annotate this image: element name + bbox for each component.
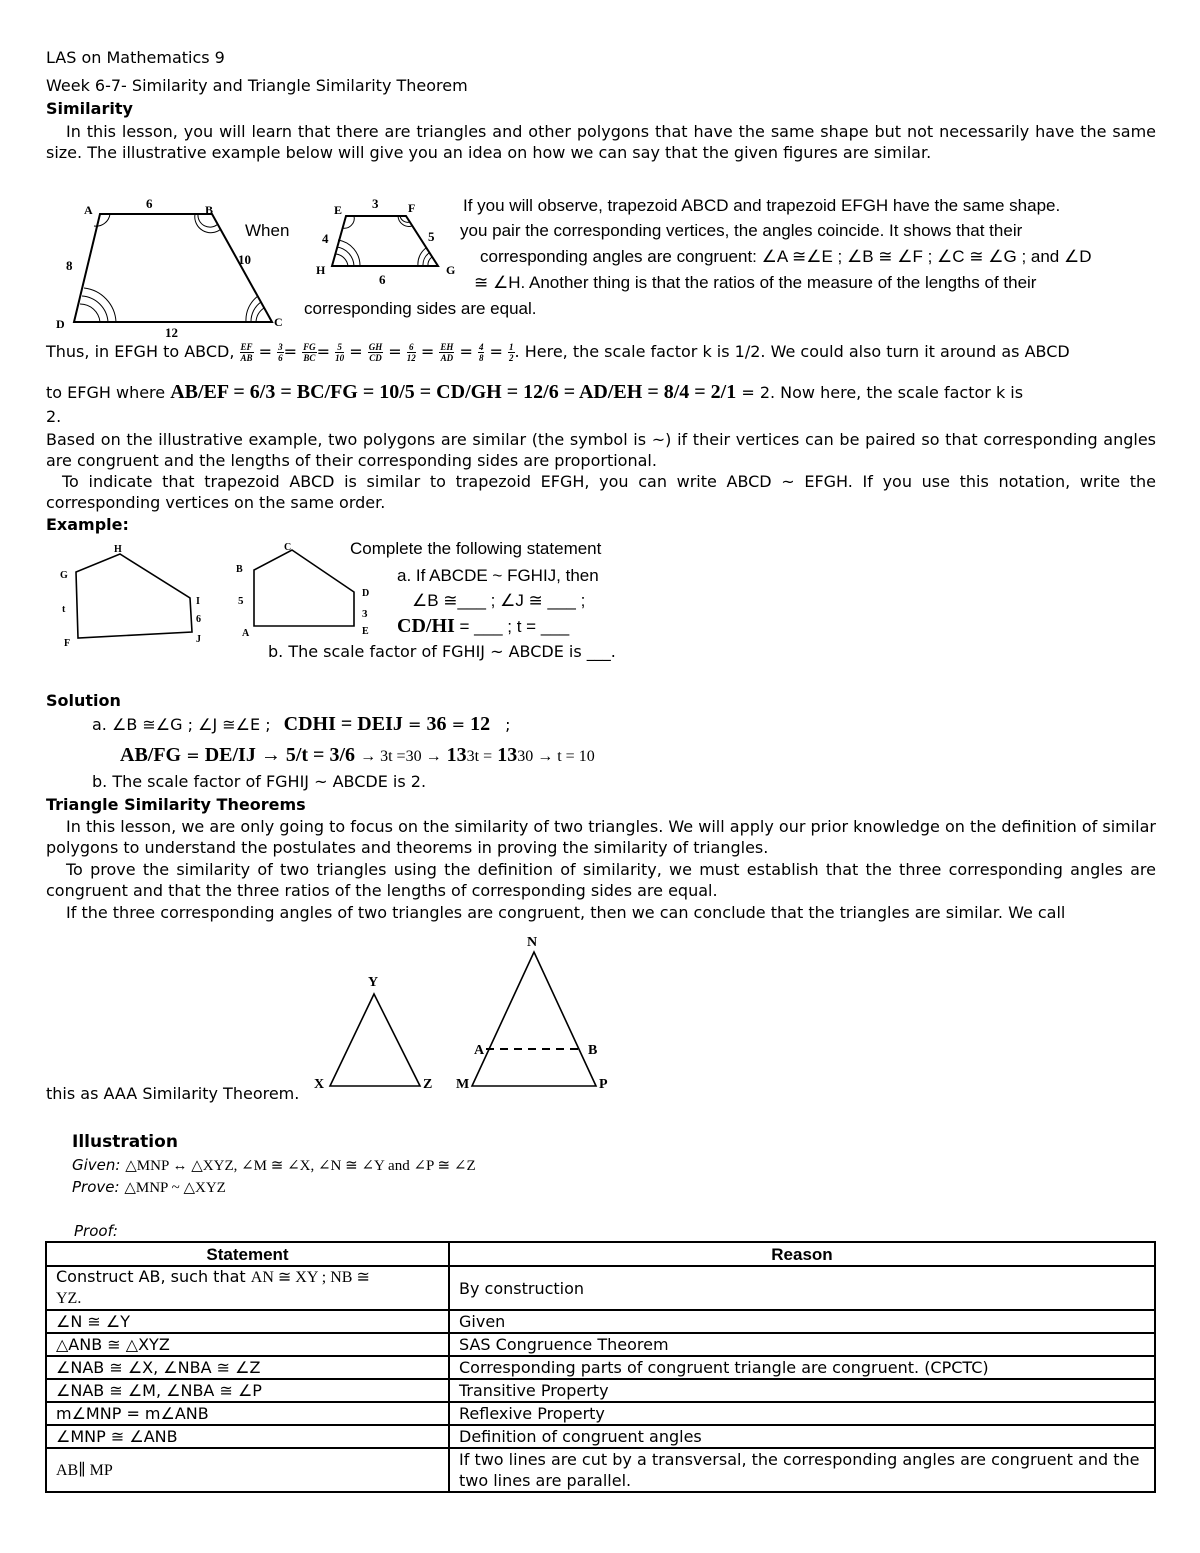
triangle-similarity-heading: Triangle Similarity Theorems (46, 795, 306, 814)
angle-d-arc (80, 304, 100, 322)
ratio-suffix: . Here, the scale factor k is 1/2. We could also turn it around as ABCD (514, 342, 1070, 361)
side-5: 5 (238, 595, 244, 607)
reason-cell: If two lines are cut by a transversal, the corresponding angles are congruent and the two lines are parallel. (449, 1448, 1155, 1492)
table-row (46, 1448, 1155, 1492)
fraction-gh-cd: $\frac{GH}{CD}$ (368, 342, 383, 363)
label-h: H (114, 544, 122, 555)
reason-cell: SAS Congruence Theorem (449, 1333, 1155, 1356)
fraction-fg-bc: $\frac{FG}{BC}$ (303, 342, 316, 363)
label-p: P (599, 1077, 608, 1092)
statement-cell: △ANB ≅ △XYZ (46, 1333, 449, 1356)
label-y: Y (368, 975, 379, 990)
header-line-2: Week 6-7- Similarity and Triangle Similarity Theorem (46, 76, 468, 95)
pentagon-fghij-figure (56, 538, 216, 650)
pentagon-abcde-shape (254, 550, 354, 626)
similarity-heading: Similarity (46, 99, 133, 118)
statement-cell: Construct AB, such that AN ≅ XY ; NB ≅ YZ. (46, 1266, 449, 1310)
fraction-eh-ad: $\frac{EH}{AD}$ (440, 342, 454, 363)
observe-line-4: ≅ ∠H. Another thing is that the ratios of the measure of the lengths of their (474, 273, 1037, 292)
solution-line-3: b. The scale factor of FGHIJ ~ ABCDE is 2. (92, 772, 427, 791)
label-a: A (242, 628, 250, 639)
side-eh-length: 4 (322, 231, 329, 246)
example-task: Complete the following statement (350, 539, 602, 558)
label-a: A (84, 203, 93, 217)
illustration-heading: Illustration (72, 1132, 178, 1152)
label-d: D (362, 588, 370, 599)
proof-table (45, 1241, 1156, 1493)
solution-line-1: a. ∠B ≅∠G ; ∠J ≅∠E ; CDHI = DEIJ = 36 = 12 ; (92, 713, 511, 735)
side-ad-length: 8 (66, 258, 73, 273)
triangle-xyz (330, 994, 420, 1086)
header-reason: Reason (449, 1242, 1155, 1266)
example-heading: Example: (46, 515, 129, 534)
notation-paragraph: To indicate that trapezoid ABCD is similar to trapezoid EFGH, you can write ABCD ~ EFGH. If you use this notation, write the corresponding vertices on the same order. (46, 472, 1156, 512)
when-text: When (245, 221, 290, 240)
label-n: N (527, 935, 538, 950)
header-statement: Statement (46, 1242, 449, 1266)
trapezoid-efgh-figure (312, 192, 462, 288)
side-cd-length: 12 (165, 325, 178, 340)
example-a-angles: ∠B ≅___ ; ∠J ≅ ___ ; (412, 591, 586, 610)
intro-paragraph: In this lesson, you will learn that there are triangles and other polygons that have the same shape but not necessarily have the same size. The illustrative example below will give you an idea on how we can say that the given figures are similar. (46, 122, 1156, 162)
solution-heading: Solution (46, 691, 121, 710)
statement-cell: ∠MNP ≅ ∠ANB (46, 1425, 449, 1448)
side-t: t (62, 604, 66, 615)
proof-label: Proof: (74, 1222, 118, 1240)
label-f: F (408, 201, 416, 215)
label-g: G (446, 263, 456, 277)
section2-paragraph-2: To prove the similarity of two triangles using the definition of similarity, we must establish that the three corresponding angles are congruent and that the three ratios of the lengths of corresponding sides are equal. (46, 860, 1156, 900)
solution-line-2: AB/FG = DE/IJ → 5/t = 3/6 → 3t =30 → 133t = 1330 → t = 10 (120, 744, 595, 766)
statement-cell: ∠NAB ≅ ∠X, ∠NBA ≅ ∠Z (46, 1356, 449, 1379)
pentagon-fghij-shape (76, 554, 192, 638)
statement-cell: AB∥ MP (46, 1448, 449, 1492)
label-b: B (205, 203, 214, 217)
label-a: A (474, 1043, 485, 1058)
ratio-equation: AB/EF = 6/3 = BC/FG = 10/5 = CD/GH = 12/6 = AD/EH = 8/4 = 2/1 (170, 381, 737, 403)
observe-line-3: corresponding angles are congruent: ∠A ≅∠E ; ∠B ≅ ∠F ; ∠C ≅ ∠G ; and ∠D (480, 247, 1092, 266)
table-row (46, 1266, 1155, 1310)
similar-triangles-figure (306, 930, 626, 1098)
statement-cell: ∠N ≅ ∠Y (46, 1310, 449, 1333)
ratio-prefix: Thus, in EFGH to ABCD, (46, 342, 235, 361)
label-d: D (56, 317, 65, 331)
example-b: b. The scale factor of FGHIJ ~ ABCDE is ___. (268, 642, 616, 661)
label-f: F (64, 638, 71, 649)
side-gh-length: 6 (379, 272, 386, 287)
ratio-line-3: 2. (46, 407, 62, 426)
trapezoid-abcd-shape (74, 214, 272, 322)
side-bc-length: 10 (238, 252, 251, 267)
reason-cell: Given (449, 1310, 1155, 1333)
label-z: Z (423, 1077, 433, 1092)
label-c: C (274, 315, 283, 329)
side-ab-length: 6 (146, 196, 153, 211)
header-line-1: LAS on Mathematics 9 (46, 48, 225, 67)
aaa-theorem-text: this as AAA Similarity Theorem. (46, 1084, 300, 1103)
prove-line: Prove: △MNP ~ △XYZ (72, 1178, 226, 1196)
fraction-ef-ab: $\frac{EF}{AB}$ (240, 342, 253, 363)
reason-cell: Transitive Property (449, 1379, 1155, 1402)
table-row (46, 1379, 1155, 1402)
statement-cell: ∠NAB ≅ ∠M, ∠NBA ≅ ∠P (46, 1379, 449, 1402)
label-m: M (456, 1077, 470, 1092)
label-e: E (362, 626, 369, 637)
side-3: 3 (362, 608, 368, 620)
example-a-ratio: CD/HI = ___ ; t = ___ (397, 615, 570, 637)
example-a: a. If ABCDE ~ FGHIJ, then (397, 566, 599, 585)
reason-cell: Corresponding parts of congruent triangle are congruent. (CPCTC) (449, 1356, 1155, 1379)
observe-line-5: corresponding sides are equal. (304, 299, 537, 318)
reason-cell: Reflexive Property (449, 1402, 1155, 1425)
label-e: E (334, 203, 343, 217)
label-c: C (284, 542, 292, 553)
label-b: B (236, 564, 243, 575)
ratio-line-2: to EFGH where AB/EF = 6/3 = BC/FG = 10/5 = CD/GH = 12/6 = AD/EH = 8/4 = 2/1 = 2. Now here, the scale factor k is (46, 381, 1024, 403)
table-row (46, 1402, 1155, 1425)
label-x: X (314, 1077, 325, 1092)
table-row (46, 1425, 1155, 1448)
label-i: I (196, 596, 200, 607)
reason-cell: Definition of congruent angles (449, 1425, 1155, 1448)
table-row (46, 1333, 1155, 1356)
label-j: J (196, 634, 201, 645)
definition-paragraph: Based on the illustrative example, two polygons are similar (the symbol is ~) if their vertices can be paired so that corresponding angles are congruent and the lengths of their corresponding sides are proportional. (46, 430, 1156, 470)
side-6: 6 (196, 614, 201, 625)
triangle-mnp (472, 952, 596, 1086)
reason-cell: By construction (449, 1266, 1155, 1310)
given-line: Given: △MNP ↔ △XYZ, ∠M ≅ ∠X, ∠N ≅ ∠Y and ∠P ≅ ∠Z (72, 1156, 476, 1174)
side-ef-length: 3 (372, 196, 379, 211)
table-header-row (46, 1242, 1155, 1266)
table-row (46, 1310, 1155, 1333)
section2-paragraph-3: If the three corresponding angles of two triangles are congruent, then we can conclude that the triangles are similar. We call (66, 903, 1066, 922)
trapezoid-efgh-shape (332, 216, 438, 266)
label-b: B (588, 1043, 598, 1058)
observe-line-1: If you will observe, trapezoid ABCD and trapezoid EFGH have the same shape. (463, 196, 1061, 215)
trapezoid-abcd-figure (50, 192, 290, 340)
statement-cell: m∠MNP = m∠ANB (46, 1402, 449, 1425)
label-h: H (316, 263, 326, 277)
label-g: G (60, 570, 68, 581)
side-fg-length: 5 (428, 229, 435, 244)
observe-line-2: you pair the corresponding vertices, the angles coincide. It shows that their (460, 221, 1023, 240)
section2-paragraph-1: In this lesson, we are only going to focus on the similarity of two triangles. We will apply our prior knowledge on the definition of similar polygons to understand the postulates and theorems in proving the similarity of triangles. (46, 817, 1156, 857)
ratio-line-1: Thus, in EFGH to ABCD, $\frac{EF}{AB}$ = $\frac{3}{6}$ = $\frac{FG}{BC}$ = $\frac{5}{10}$ = $\frac{GH}{CD}$ = $\frac{6}{12}$ = $\frac{EH}{AD}$ = $\frac{4}{8}$ = $\frac{1}{2}$ . Here, the scale factor k is 1/2. We could also turn it around as ABCD (46, 342, 1070, 363)
angle-a-arc (94, 214, 110, 226)
table-row (46, 1356, 1155, 1379)
